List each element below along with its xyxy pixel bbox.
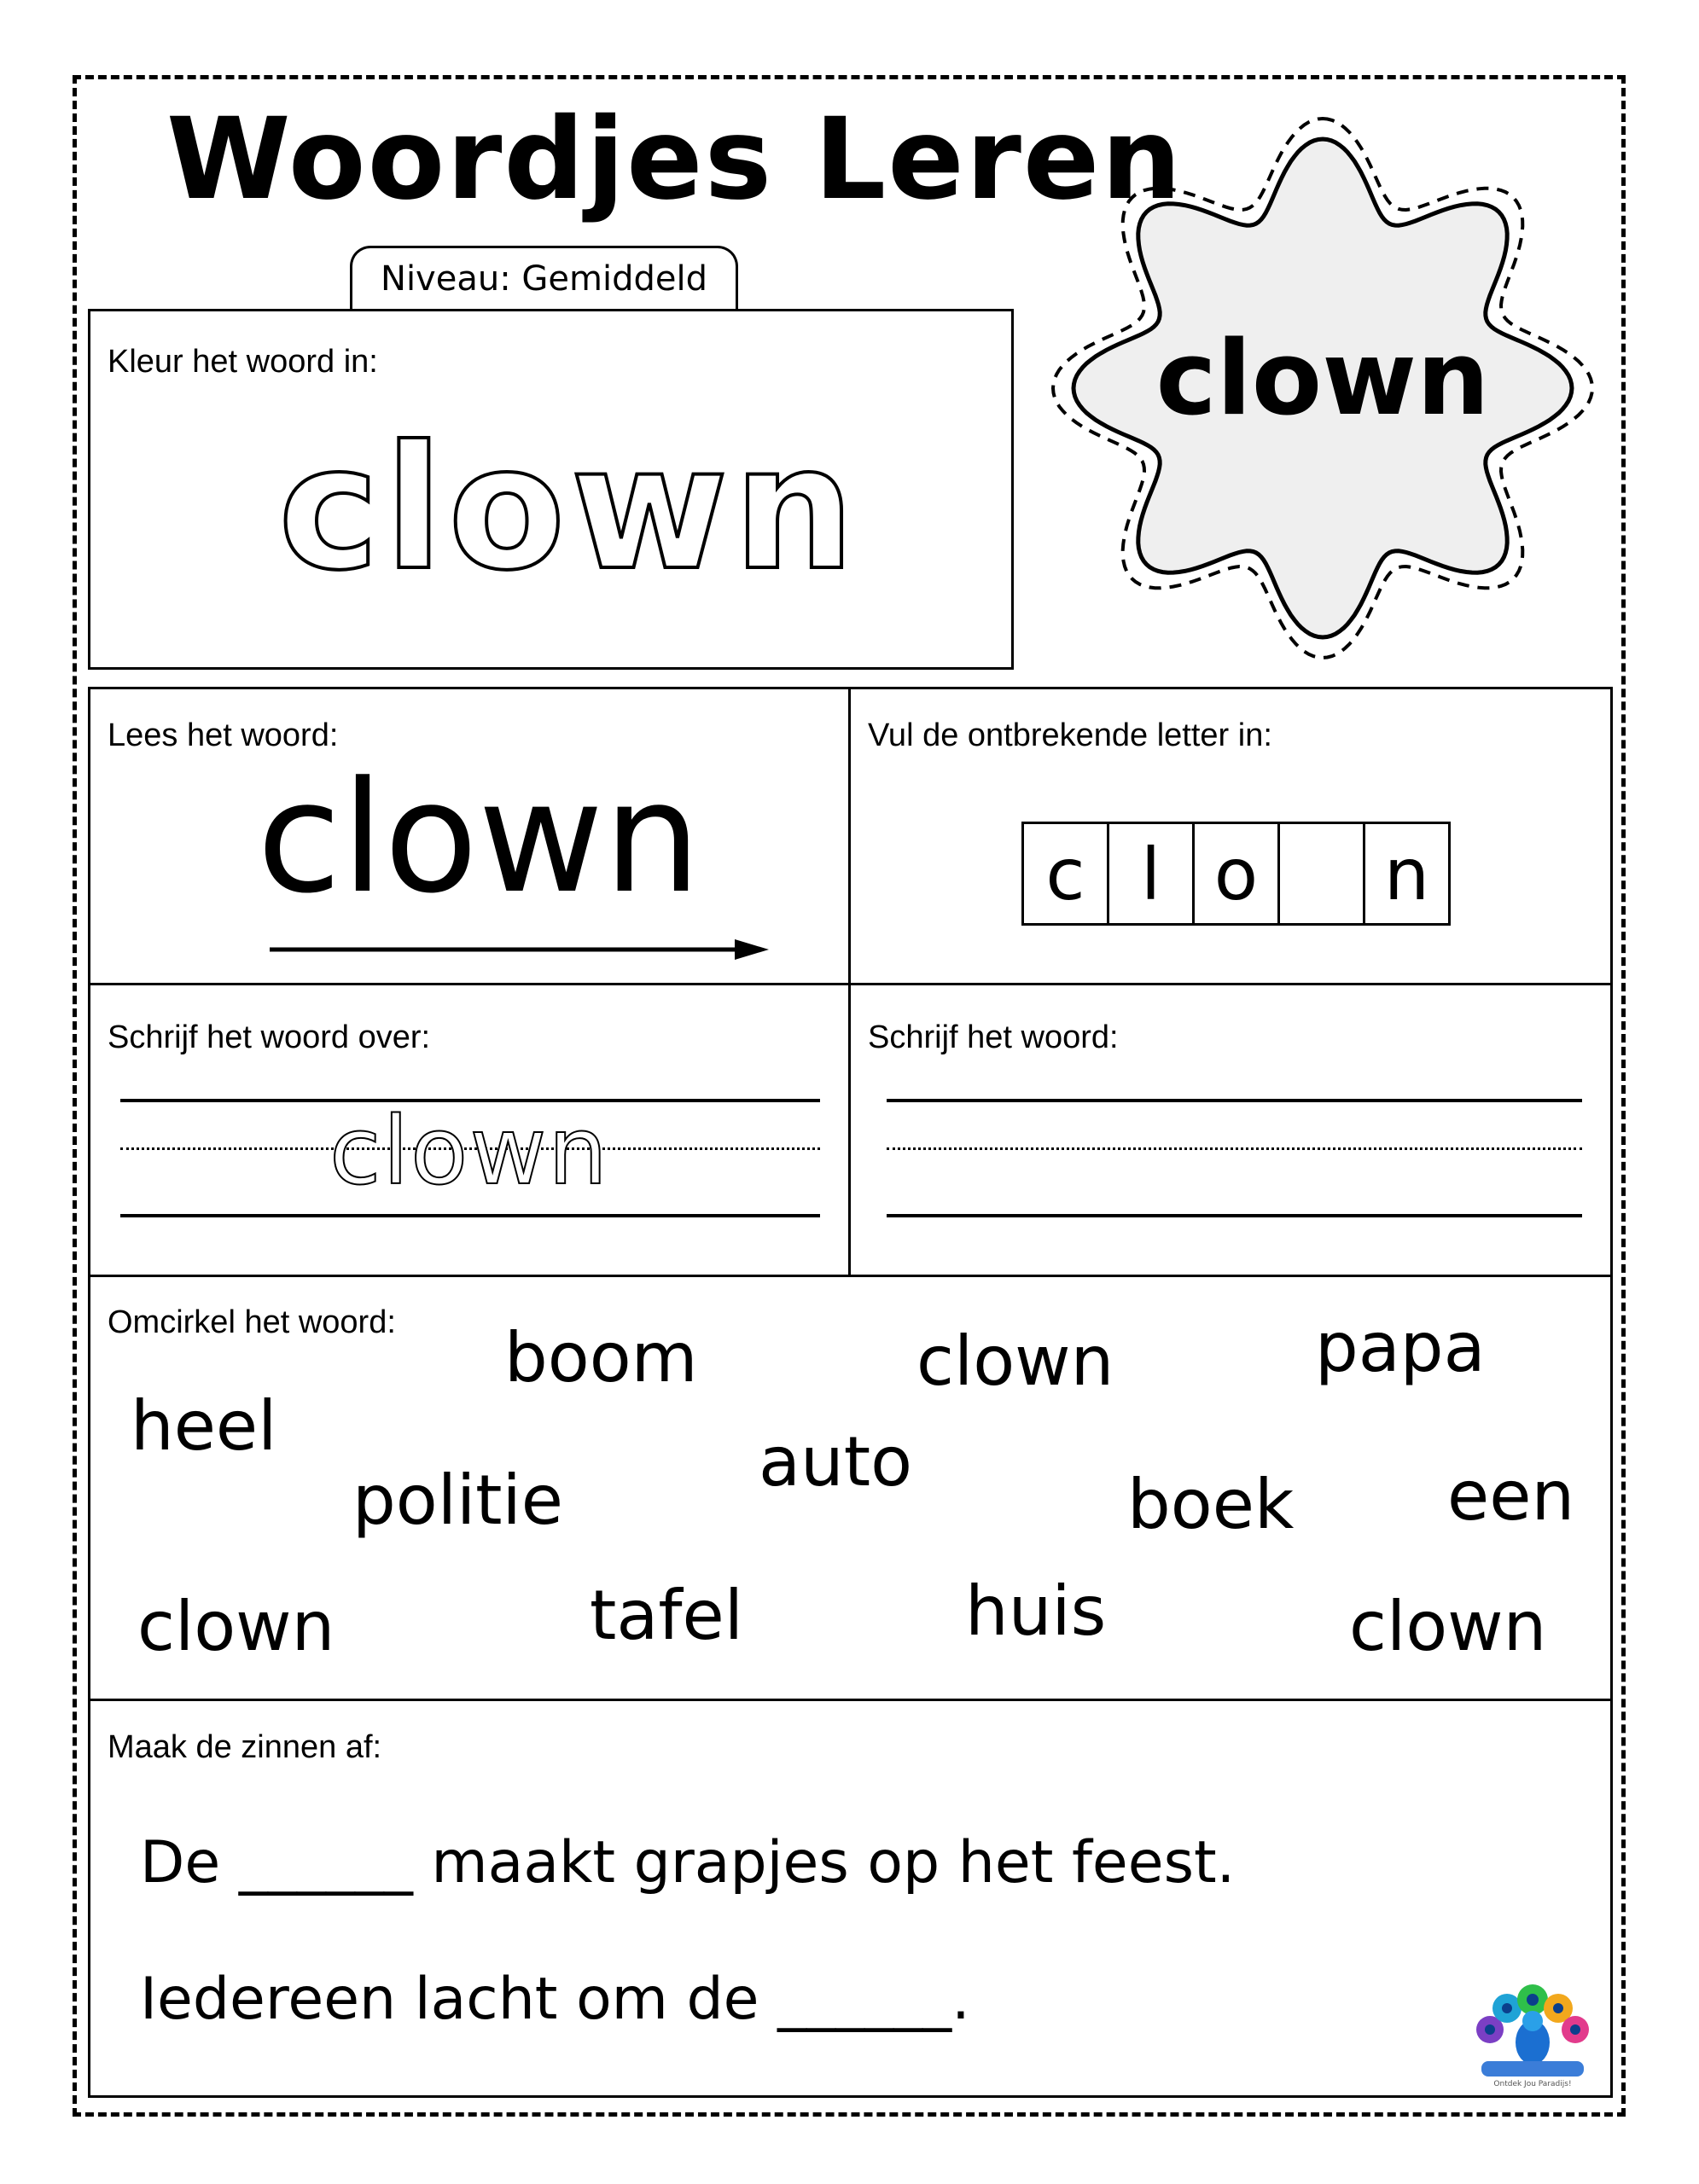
sentences-section <box>88 1699 1613 2098</box>
word-option[interactable]: boom <box>504 1318 698 1397</box>
sentence-1[interactable]: De ______ maakt grapjes op het feest. <box>140 1829 1236 1896</box>
letter-box-blank[interactable] <box>1277 822 1365 926</box>
writing-top-line <box>887 1099 1582 1102</box>
word-option[interactable]: clown <box>1349 1587 1547 1666</box>
letter-box: c <box>1021 822 1109 926</box>
word-option[interactable]: clown <box>137 1587 335 1666</box>
letter-box: l <box>1107 822 1195 926</box>
word-option[interactable]: tafel <box>590 1576 743 1655</box>
writing-base-line[interactable] <box>887 1214 1582 1217</box>
logo-banner <box>1481 2061 1584 2077</box>
page-title: Woordjes Leren <box>166 94 1184 225</box>
word-option[interactable]: heel <box>131 1386 277 1466</box>
word-option[interactable]: een <box>1447 1456 1575 1536</box>
peacock-logo-icon <box>1469 1983 1597 2089</box>
letter-box: n <box>1363 822 1451 926</box>
read-word: clown <box>257 749 701 927</box>
sentence-2[interactable]: Iedereen lacht om de ______. <box>140 1966 970 2033</box>
read-word-section <box>88 687 851 985</box>
peacock-head <box>1522 2011 1543 2031</box>
missing-letter-label: Vul de ontbrekende letter in: <box>868 717 1272 753</box>
sentences-label: Maak de zinnen af: <box>108 1729 382 1765</box>
word-option[interactable]: politie <box>352 1461 563 1540</box>
trace-word-section <box>88 983 851 1277</box>
circle-word-label: Omcirkel het woord: <box>108 1304 396 1340</box>
writing-middle-line <box>887 1147 1582 1150</box>
star-word: clown <box>1155 320 1490 439</box>
arrow-right-icon <box>265 932 777 967</box>
traced-word: clown <box>329 1096 610 1205</box>
word-option[interactable]: auto <box>759 1422 913 1502</box>
word-option[interactable]: papa <box>1315 1308 1486 1387</box>
trace-word-label: Schrijf het woord over: <box>108 1019 431 1055</box>
write-word-section <box>848 983 1613 1277</box>
read-word-label: Lees het woord: <box>108 717 339 753</box>
writing-base-line <box>120 1214 820 1217</box>
outlined-word: clown <box>278 410 860 608</box>
word-option[interactable]: clown <box>916 1321 1114 1401</box>
circle-word-section <box>88 1275 1613 1701</box>
letter-boxes <box>1024 822 1451 926</box>
word-option[interactable]: boek <box>1127 1465 1295 1544</box>
write-word-label: Schrijf het woord: <box>868 1019 1119 1055</box>
logo-tagline: Ontdek Jou Paradijs! <box>1493 2080 1572 2088</box>
star-badge <box>1045 111 1600 665</box>
color-word-label: Kleur het woord in: <box>108 344 378 380</box>
level-tab: Niveau: Gemiddeld <box>350 246 738 310</box>
letter-box: o <box>1192 822 1280 926</box>
color-word-section <box>88 309 1014 670</box>
word-option[interactable]: huis <box>965 1571 1107 1651</box>
